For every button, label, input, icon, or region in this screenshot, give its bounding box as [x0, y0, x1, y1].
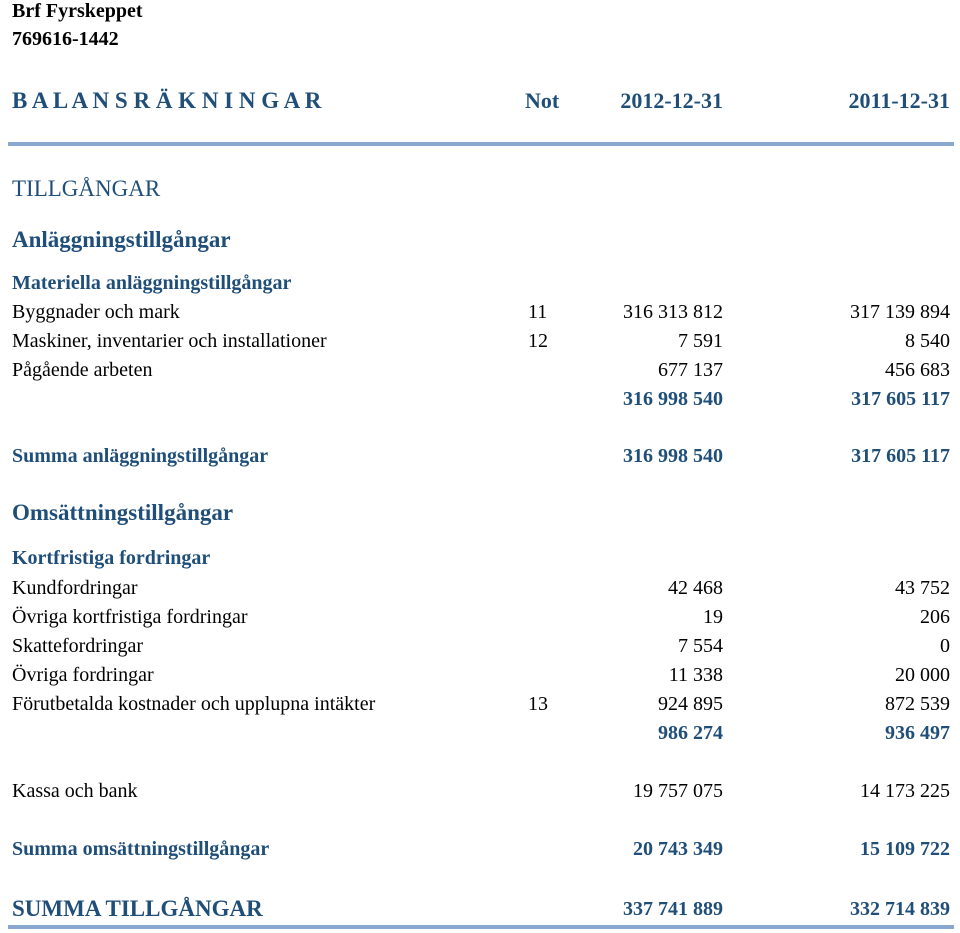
row-value-2012: 924 895 [658, 693, 723, 715]
grand-total-value-2011: 332 714 839 [850, 898, 950, 920]
short-term-receivables-heading: Kortfristiga fordringar [12, 547, 211, 569]
total-label: Summa anläggningstillgångar [12, 445, 269, 467]
row-label: Kassa och bank [12, 780, 138, 802]
grand-total-value-2012: 337 741 889 [623, 898, 723, 920]
row-label: Övriga kortfristiga fordringar [12, 606, 248, 628]
table-row [0, 574, 960, 602]
row-value-2011: 872 539 [885, 693, 950, 715]
assets-heading: TILLGÅNGAR [12, 176, 161, 201]
row-note: 11 [528, 301, 548, 323]
row-value-2011: 43 752 [895, 577, 950, 599]
row-value-2012: 42 468 [668, 577, 723, 599]
row-label: Skattefordringar [12, 635, 144, 657]
row-note: 13 [528, 693, 548, 715]
row-value-2011: 0 [940, 635, 950, 657]
row-value-2012: 7 591 [678, 330, 723, 352]
current-assets-total-row [0, 835, 960, 863]
column-header-2011: 2011-12-31 [848, 88, 950, 113]
table-row [0, 690, 960, 718]
total-value-2012: 20 743 349 [633, 838, 723, 860]
table-row [0, 327, 960, 355]
cash-row [0, 777, 960, 805]
row-label: Kundfordringar [12, 577, 138, 599]
subtotal-value-2011: 936 497 [885, 722, 950, 744]
total-value-2011: 317 605 117 [851, 445, 950, 467]
row-value-2012: 19 757 075 [633, 780, 723, 802]
balance-sheet-header [0, 86, 960, 116]
table-row [0, 603, 960, 631]
row-value-2011: 14 173 225 [860, 780, 950, 802]
company-name: Brf Fyrskeppet [12, 0, 143, 22]
fixed-assets-total-row [0, 442, 960, 470]
note-column-header: Not [525, 88, 560, 113]
subtotal-value-2011: 317 605 117 [851, 388, 950, 410]
total-value-2011: 15 109 722 [860, 838, 950, 860]
table-row [0, 356, 960, 384]
row-label: Övriga fordringar [12, 664, 154, 686]
row-value-2012: 11 338 [668, 664, 723, 686]
receivables-subtotal-row [0, 719, 960, 747]
current-assets-heading: Omsättningstillgångar [12, 500, 234, 525]
column-header-2012: 2012-12-31 [620, 88, 723, 113]
row-value-2011: 206 [920, 606, 950, 628]
subtotal-value-2012: 986 274 [658, 722, 723, 744]
subtotal-value-2012: 316 998 540 [623, 388, 723, 410]
table-row [0, 632, 960, 660]
balance-sheet-title: B A L A N S R Ä K N I N G A R [12, 88, 322, 113]
header-divider [8, 142, 954, 146]
footer-divider [8, 925, 954, 929]
row-value-2012: 19 [703, 606, 723, 628]
row-label: Förutbetalda kostnader och upplupna intäkter [12, 693, 376, 715]
row-value-2012: 316 313 812 [623, 301, 723, 323]
grand-total-row [0, 894, 960, 924]
tangible-assets-heading: Materiella anläggningstillgångar [12, 272, 292, 294]
row-note: 12 [528, 330, 548, 352]
row-label: Maskiner, inventarier och installationer [12, 330, 327, 352]
tangible-subtotal-row [0, 385, 960, 413]
org-number: 769616-1442 [12, 28, 119, 50]
row-value-2011: 20 000 [895, 664, 950, 686]
row-label: Pågående arbeten [12, 359, 153, 381]
row-value-2011: 8 540 [905, 330, 950, 352]
fixed-assets-heading: Anläggningstillgångar [12, 227, 231, 252]
table-row [0, 661, 960, 689]
row-value-2012: 677 137 [658, 359, 723, 381]
grand-total-label: SUMMA TILLGÅNGAR [12, 896, 263, 921]
row-label: Byggnader och mark [12, 301, 180, 323]
row-value-2011: 317 139 894 [850, 301, 950, 323]
total-value-2012: 316 998 540 [623, 445, 723, 467]
row-value-2011: 456 683 [885, 359, 950, 381]
row-value-2012: 7 554 [678, 635, 723, 657]
total-label: Summa omsättningstillgångar [12, 838, 270, 860]
table-row [0, 298, 960, 326]
